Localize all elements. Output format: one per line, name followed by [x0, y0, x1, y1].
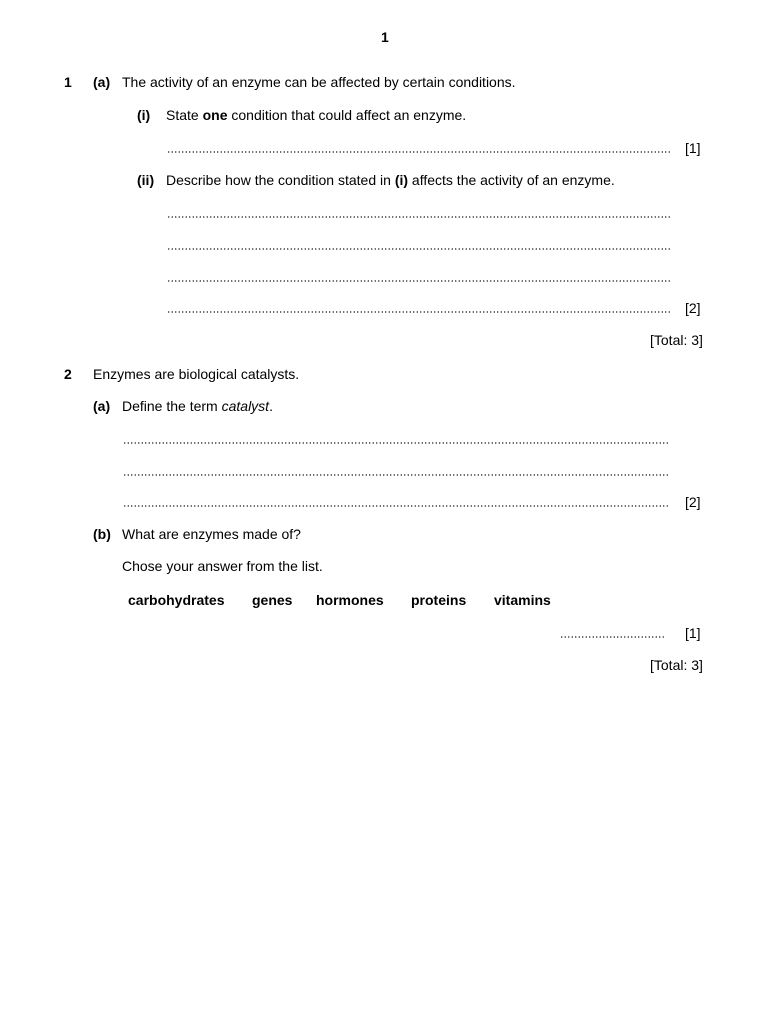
- option-word: proteins: [411, 592, 467, 608]
- mark-allocation: [2]: [685, 494, 701, 510]
- emphasis-text: catalyst: [221, 398, 270, 414]
- answer-line[interactable]: [167, 216, 670, 218]
- text-segment: affects the activity of an enzyme.: [408, 172, 615, 188]
- instruction-text: Chose your answer from the list.: [122, 558, 323, 574]
- text-segment: State: [166, 107, 203, 123]
- question-text: [122, 398, 273, 414]
- answer-line[interactable]: [167, 311, 670, 313]
- text-segment: .: [269, 398, 273, 414]
- part-label: (a): [93, 398, 111, 414]
- page-number: 1: [381, 29, 389, 45]
- question-stem: Enzymes are biological catalysts.: [93, 366, 300, 382]
- answer-line[interactable]: [123, 474, 670, 476]
- emphasis-text: one: [202, 107, 228, 123]
- text-segment: condition that could affect an enzyme.: [227, 107, 467, 123]
- option-word: carbohydrates: [128, 592, 225, 608]
- answer-line[interactable]: [167, 280, 670, 282]
- option-word: genes: [252, 592, 293, 608]
- question-number: 1: [64, 74, 72, 90]
- subpart-text: [166, 172, 615, 188]
- answer-line[interactable]: [123, 442, 670, 444]
- mark-allocation: [1]: [685, 625, 701, 641]
- question-text: What are enzymes made of?: [122, 526, 301, 542]
- question-text: The activity of an enzyme can be affected by certain conditions.: [122, 74, 516, 90]
- mark-allocation: [2]: [685, 300, 701, 316]
- part-label: (b): [93, 526, 111, 542]
- option-word: vitamins: [494, 592, 551, 608]
- option-word: hormones: [316, 592, 384, 608]
- subpart-label: (i): [137, 107, 151, 123]
- question-total: [Total: 3]: [650, 657, 703, 673]
- subpart-label: (ii): [137, 172, 155, 188]
- question-total: [Total: 3]: [650, 332, 703, 348]
- question-number: 2: [64, 366, 72, 382]
- emphasis-text: (i): [394, 172, 409, 188]
- answer-line[interactable]: [167, 248, 670, 250]
- text-segment: Define the term: [122, 398, 222, 414]
- text-segment: Describe how the condition stated in: [166, 172, 395, 188]
- subpart-text: [166, 107, 466, 123]
- part-label: (a): [93, 74, 111, 90]
- mark-allocation: [1]: [685, 140, 701, 156]
- answer-line[interactable]: [167, 151, 670, 153]
- answer-line[interactable]: [560, 636, 666, 638]
- answer-line[interactable]: [123, 505, 670, 507]
